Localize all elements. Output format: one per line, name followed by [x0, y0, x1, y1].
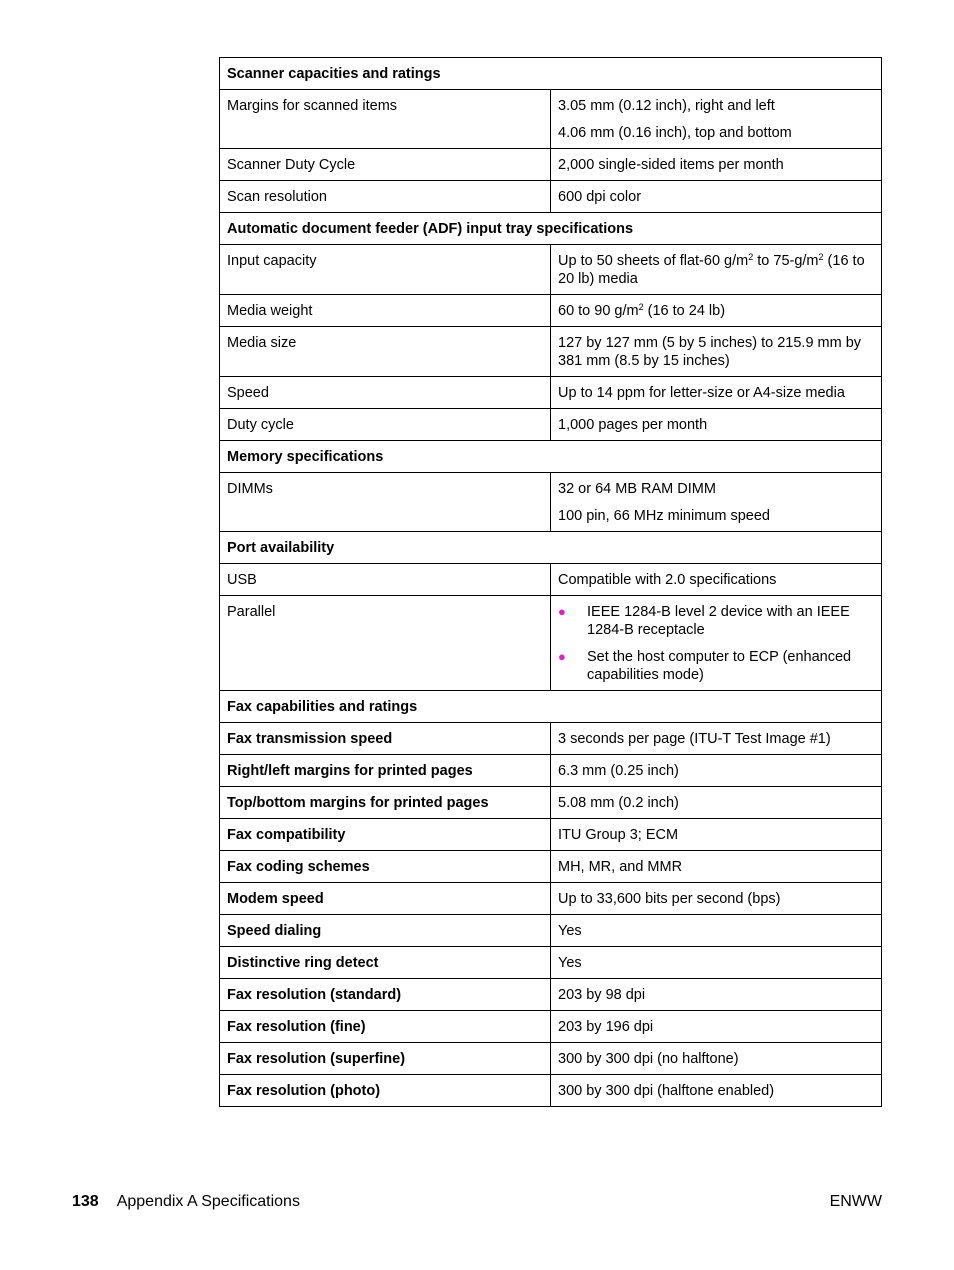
row-label: Parallel [220, 596, 551, 691]
row-value [551, 295, 882, 327]
table-row [220, 295, 882, 327]
row-label: Fax resolution (photo) [220, 1075, 551, 1107]
table-row [220, 564, 882, 596]
table-row [220, 1011, 882, 1043]
value-text: (16 to 20 lb) media [558, 253, 865, 287]
row-value [551, 473, 882, 532]
bullet-icon: ● [558, 649, 566, 664]
list-item-text: IEEE 1284-B level 2 device with an IEEE 1284-B receptacle [587, 604, 850, 638]
value-text: Up to 50 sheets of flat-60 g/m [558, 253, 749, 269]
table-row [220, 181, 882, 213]
table-row [220, 1075, 882, 1107]
page-number: 138 [72, 1193, 99, 1210]
row-value: 3 seconds per page (ITU-T Test Image #1) [551, 723, 882, 755]
row-label: Media weight [220, 295, 551, 327]
row-label: USB [220, 564, 551, 596]
table-row [220, 90, 882, 149]
row-value [551, 245, 882, 295]
value-paragraph: 3.05 mm (0.12 inch), right and left [558, 98, 775, 114]
row-label: Fax transmission speed [220, 723, 551, 755]
row-value: 203 by 98 dpi [551, 979, 882, 1011]
section-row-scanner [220, 58, 882, 90]
section-heading-adf: Automatic document feeder (ADF) input tray specifications [220, 213, 882, 245]
row-label: Margins for scanned items [220, 90, 551, 149]
row-label: Top/bottom margins for printed pages [220, 787, 551, 819]
row-label: Scan resolution [220, 181, 551, 213]
table-row [220, 883, 882, 915]
table-row [220, 245, 882, 295]
table-row [220, 377, 882, 409]
superscript: 2 [748, 252, 754, 262]
row-label: Fax compatibility [220, 819, 551, 851]
row-label: Speed [220, 377, 551, 409]
row-value: ITU Group 3; ECM [551, 819, 882, 851]
row-label: DIMMs [220, 473, 551, 532]
superscript: 2 [638, 302, 644, 312]
row-value: Up to 14 ppm for letter-size or A4-size media [551, 377, 882, 409]
row-value: Compatible with 2.0 specifications [551, 564, 882, 596]
table-row [220, 327, 882, 377]
row-value: 300 by 300 dpi (halftone enabled) [551, 1075, 882, 1107]
bullet-list [558, 603, 874, 684]
table-row [220, 851, 882, 883]
table-row [220, 409, 882, 441]
section-heading-scanner: Scanner capacities and ratings [220, 58, 882, 90]
section-row-fax [220, 691, 882, 723]
superscript: 2 [818, 252, 824, 262]
row-value: Yes [551, 947, 882, 979]
row-label: Speed dialing [220, 915, 551, 947]
row-label: Fax coding schemes [220, 851, 551, 883]
row-value: 1,000 pages per month [551, 409, 882, 441]
row-value: 2,000 single-sided items per month [551, 149, 882, 181]
row-value: Up to 33,600 bits per second (bps) [551, 883, 882, 915]
row-value: 127 by 127 mm (5 by 5 inches) to 215.9 mm by 381 mm (8.5 by 15 inches) [551, 327, 882, 377]
row-label: Distinctive ring detect [220, 947, 551, 979]
table-row [220, 723, 882, 755]
row-label: Scanner Duty Cycle [220, 149, 551, 181]
list-item [558, 648, 874, 684]
specifications-table [219, 57, 882, 1107]
row-value: 300 by 300 dpi (no halftone) [551, 1043, 882, 1075]
table-row [220, 947, 882, 979]
value-paragraph: 100 pin, 66 MHz minimum speed [558, 508, 770, 524]
row-value: 600 dpi color [551, 181, 882, 213]
section-heading-ports: Port availability [220, 532, 882, 564]
row-label: Fax resolution (superfine) [220, 1043, 551, 1075]
chapter-title: Appendix A Specifications [116, 1193, 300, 1210]
section-heading-fax: Fax capabilities and ratings [220, 691, 882, 723]
row-label: Input capacity [220, 245, 551, 295]
bullet-icon: ● [558, 604, 566, 619]
row-label: Fax resolution (standard) [220, 979, 551, 1011]
value-paragraph: 32 or 64 MB RAM DIMM [558, 481, 716, 497]
value-text: (16 to 24 lb) [643, 303, 726, 319]
list-item-text: Set the host computer to ECP (enhanced capabilities mode) [587, 649, 852, 683]
page-footer [72, 1192, 882, 1212]
table-row [220, 915, 882, 947]
row-label: Fax resolution (fine) [220, 1011, 551, 1043]
row-label: Modem speed [220, 883, 551, 915]
row-value: MH, MR, and MMR [551, 851, 882, 883]
list-item [558, 603, 874, 639]
row-label: Right/left margins for printed pages [220, 755, 551, 787]
table-row [220, 149, 882, 181]
value-text: to 75-g/m [753, 253, 819, 269]
value-text: 60 to 90 g/m [558, 303, 639, 319]
section-row-ports [220, 532, 882, 564]
row-label: Duty cycle [220, 409, 551, 441]
row-value [551, 596, 882, 691]
section-heading-memory: Memory specifications [220, 441, 882, 473]
row-value: 6.3 mm (0.25 inch) [551, 755, 882, 787]
section-row-memory [220, 441, 882, 473]
table-row [220, 1043, 882, 1075]
table-row [220, 596, 882, 691]
footer-code: ENWW [829, 1193, 882, 1210]
row-value: Yes [551, 915, 882, 947]
table-row [220, 787, 882, 819]
row-value: 5.08 mm (0.2 inch) [551, 787, 882, 819]
table-row [220, 979, 882, 1011]
row-value: 203 by 196 dpi [551, 1011, 882, 1043]
row-label: Media size [220, 327, 551, 377]
row-value [551, 90, 882, 149]
table-row [220, 819, 882, 851]
table-row [220, 755, 882, 787]
section-row-adf [220, 213, 882, 245]
table-row [220, 473, 882, 532]
value-paragraph: 4.06 mm (0.16 inch), top and bottom [558, 125, 792, 141]
